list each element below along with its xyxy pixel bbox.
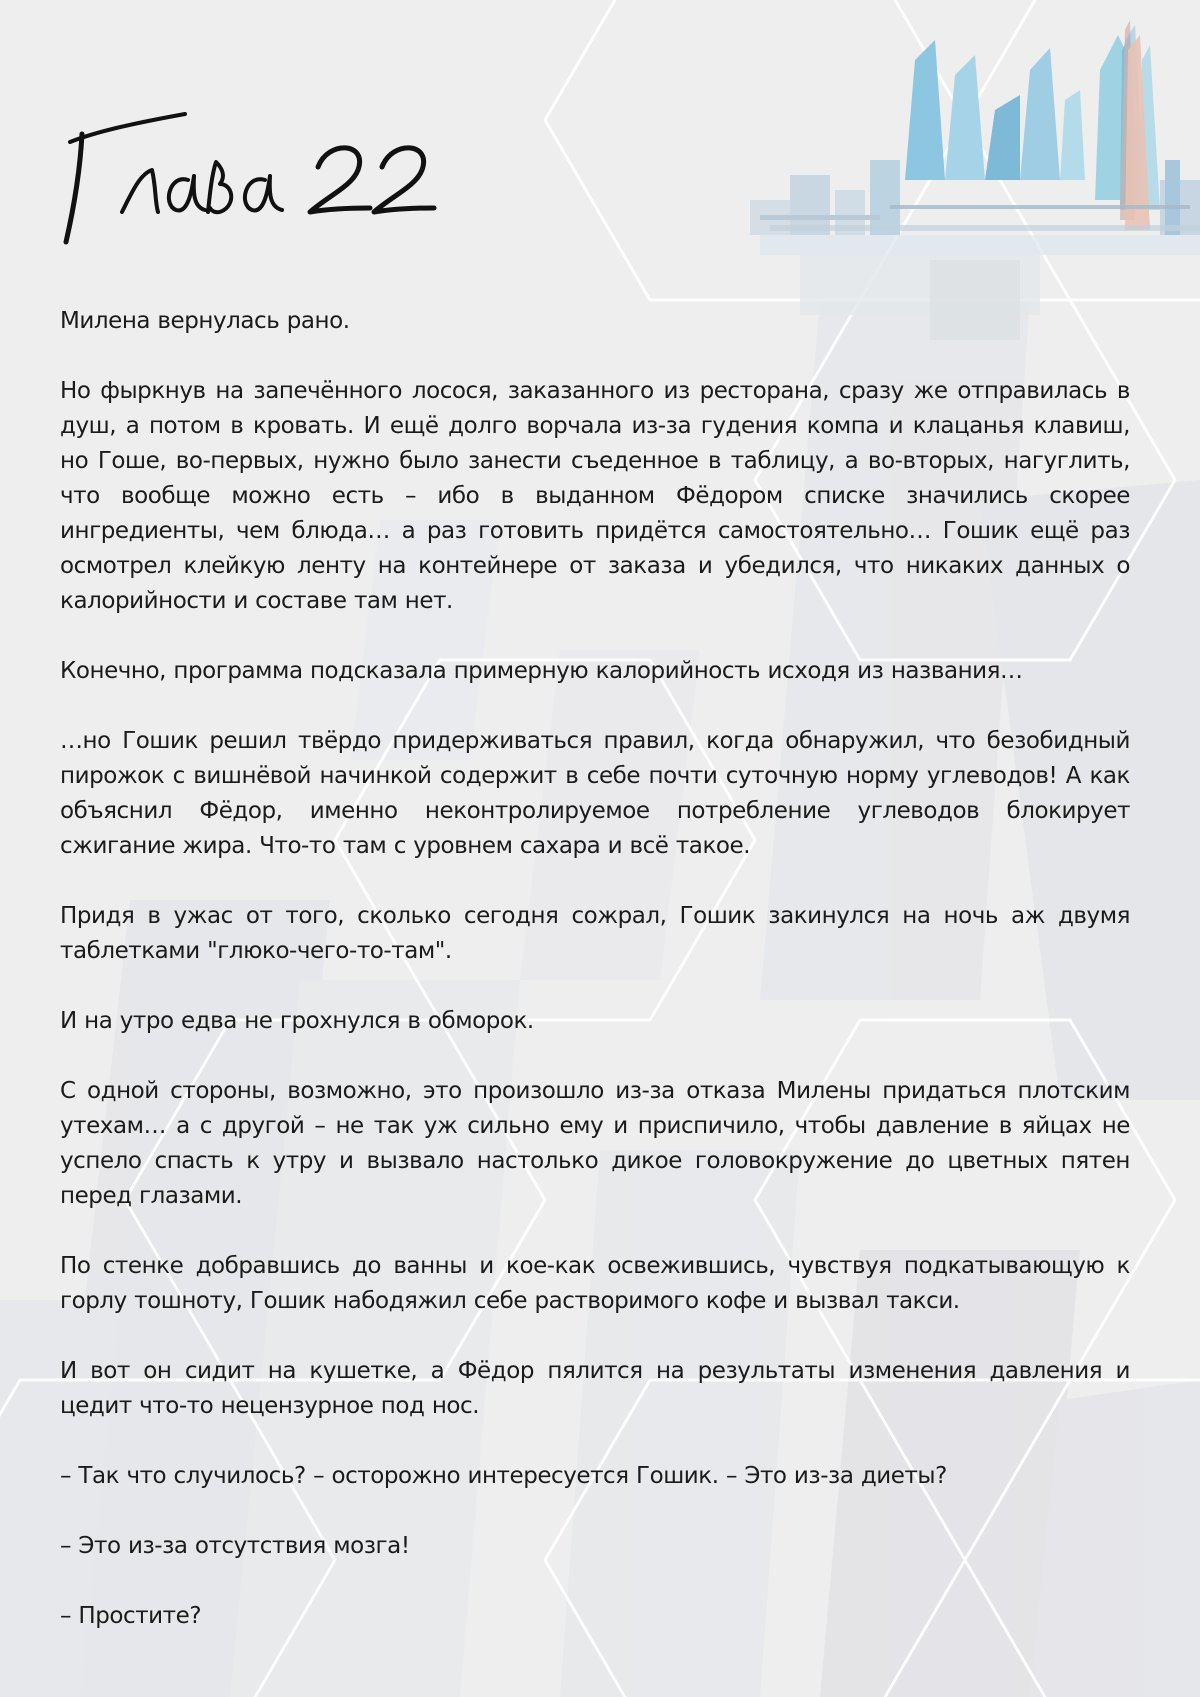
paragraph: …но Гошик решил твёрдо придерживаться правил, когда обнаружил, что безобидный пирожок с вишнёвой начинкой содержит в себе почти суточную норму углеводов! А как объяснил Фёдор, именно неконтролируемое потребление углеводов блокирует сжигание жира. Что-то там с уровнем сахара и всё такое. <box>60 728 1130 859</box>
paragraph: С одной стороны, возможно, это произошло из-за отказа Милены придаться плотским утехам… а с другой – не так уж сильно ему и приспичило, чтобы давление в яйцах не успело спасть к утру и вызвало настолько дикое головокружение до цветных пятен перед глазами. <box>60 1078 1130 1209</box>
paragraph: И на утро едва не грохнулся в обморок. <box>60 1008 534 1034</box>
paragraph: Конечно, программа подсказала примерную калорийность исходя из названия… <box>60 658 1023 684</box>
paragraph: Милена вернулась рано. <box>60 308 350 334</box>
dialogue-line: – Это из-за отсутствия мозга! <box>60 1533 410 1559</box>
paragraph: И вот он сидит на кушетке, а Фёдор пялится на результаты изменения давления и цедит что-то нецензурное под нос. <box>60 1358 1130 1419</box>
dialogue-line: – Так что случилось? – осторожно интересуется Гошик. – Это из-за диеты? <box>60 1463 947 1489</box>
paragraph: Придя в ужас от того, сколько сегодня сожрал, Гошик закинулся на ночь аж двумя таблетками "глюко-чего-то-там". <box>60 903 1130 964</box>
chapter-title <box>60 112 480 252</box>
chapter-body <box>60 304 1130 1669</box>
dialogue-line: – Простите? <box>60 1603 202 1629</box>
paragraph: По стенке добравшись до ванны и кое-как освежившись, чувствуя подкатывающую к горлу тошноту, Гошик набодяжил себе растворимого кофе и вызвал такси. <box>60 1253 1130 1314</box>
chapter-title-handwriting <box>60 112 480 252</box>
paragraph: Но фыркнув на запечённого лосося, заказанного из ресторана, сразу же отправилась в душ, а потом в кровать. И ещё долго ворчала из-за гудения компа и клацанья клавиш, но Гоше, во-первых, нужно было занести съеденное в таблицу, а во-вторых, нагуглить, что вообще можно есть – ибо в выданном Фёдором списке значились скорее ингредиенты, чем блюда… а раз готовить придётся самостоятельно… Гошик ещё раз осмотрел клейкую ленту на контейнере от заказа и убедился, что никаких данных о калорийности и составе там нет. <box>60 378 1130 614</box>
